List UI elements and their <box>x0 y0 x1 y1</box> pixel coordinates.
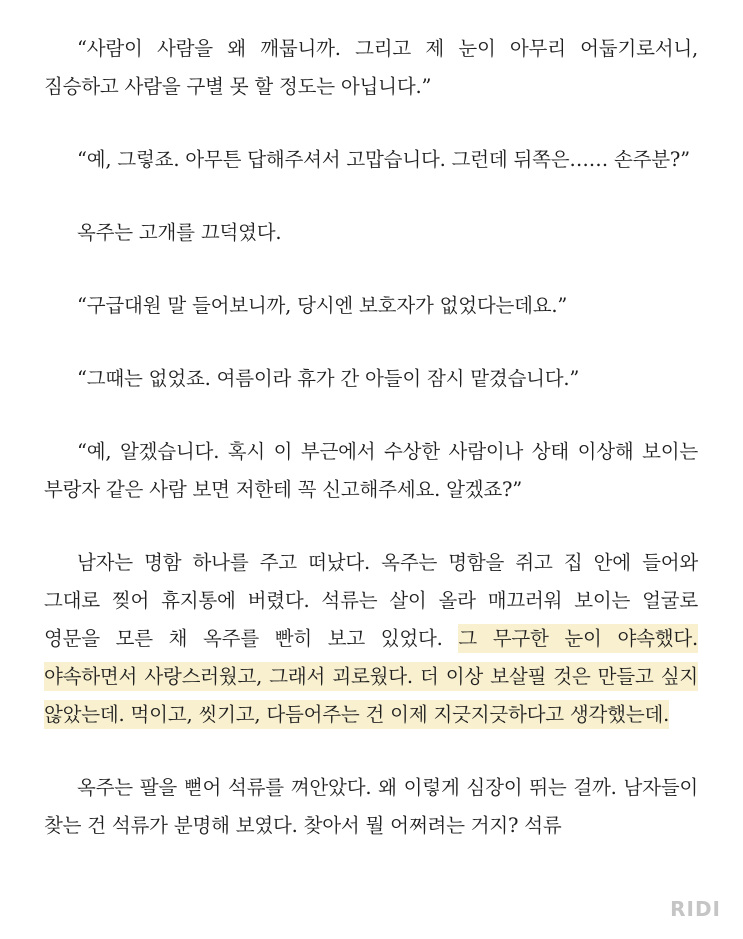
paragraph-8 <box>44 769 698 845</box>
paragraph-1 <box>44 30 698 106</box>
paragraph-text: “예, 알겠습니다. 혹시 이 부근에서 수상한 사람이나 상태 이상해 보이는 부랑자 같은 사람 보면 저한테 꼭 신고해주세요. 알겠죠?” <box>44 440 698 501</box>
highlighted-text[interactable]: 그 무구한 눈이 야속했다. 야속하면서 사랑스러웠고, 그래서 괴로웠다. 더 이상 보살필 것은 만들고 싶지 않았는데. 먹이고, 씻기고, 다듬어주는 건 이제 지긋지긋하다고 생각했는데. <box>44 624 698 729</box>
paragraph-3 <box>44 214 698 252</box>
paragraph-6 <box>44 433 698 509</box>
paragraph-2 <box>44 141 698 179</box>
ebook-page <box>44 30 698 880</box>
paragraph-text: “그때는 없었죠. 여름이라 휴가 간 아들이 잠시 맡겼습니다.” <box>77 367 580 390</box>
paragraph-text: “예, 그렇죠. 아무튼 답해주셔서 고맙습니다. 그런데 뒤쪽은…… 손주분?” <box>77 148 690 171</box>
paragraph-text: “사람이 사람을 왜 깨뭅니까. 그리고 제 눈이 아무리 어둡기로서니, 짐승하고 사람을 구별 못 할 정도는 아닙니다.” <box>44 37 698 98</box>
paragraph-text: 남자는 명함 하나를 주고 떠났다. 옥주는 명함을 쥐고 집 안에 들어와 그대로 찢어 휴지통에 버렸다. 석류는 살이 올라 매끄러워 보이는 얼굴로 영문을 모른 채 옥주를 빤히 보고 있었다. <box>44 551 698 650</box>
ridi-watermark: RIDI <box>670 897 721 921</box>
paragraph-text: 옥주는 팔을 뻗어 석류를 껴안았다. 왜 이렇게 심장이 뛰는 걸까. 남자들이 찾는 건 석류가 분명해 보였다. 찾아서 뭘 어쩌려는 거지? 석류 <box>44 776 698 837</box>
paragraph-4 <box>44 287 698 325</box>
paragraph-7 <box>44 544 698 734</box>
paragraph-5 <box>44 360 698 398</box>
paragraph-text: “구급대원 말 들어보니까, 당시엔 보호자가 없었다는데요.” <box>77 294 568 317</box>
paragraph-text: 옥주는 고개를 끄덕였다. <box>77 221 282 244</box>
